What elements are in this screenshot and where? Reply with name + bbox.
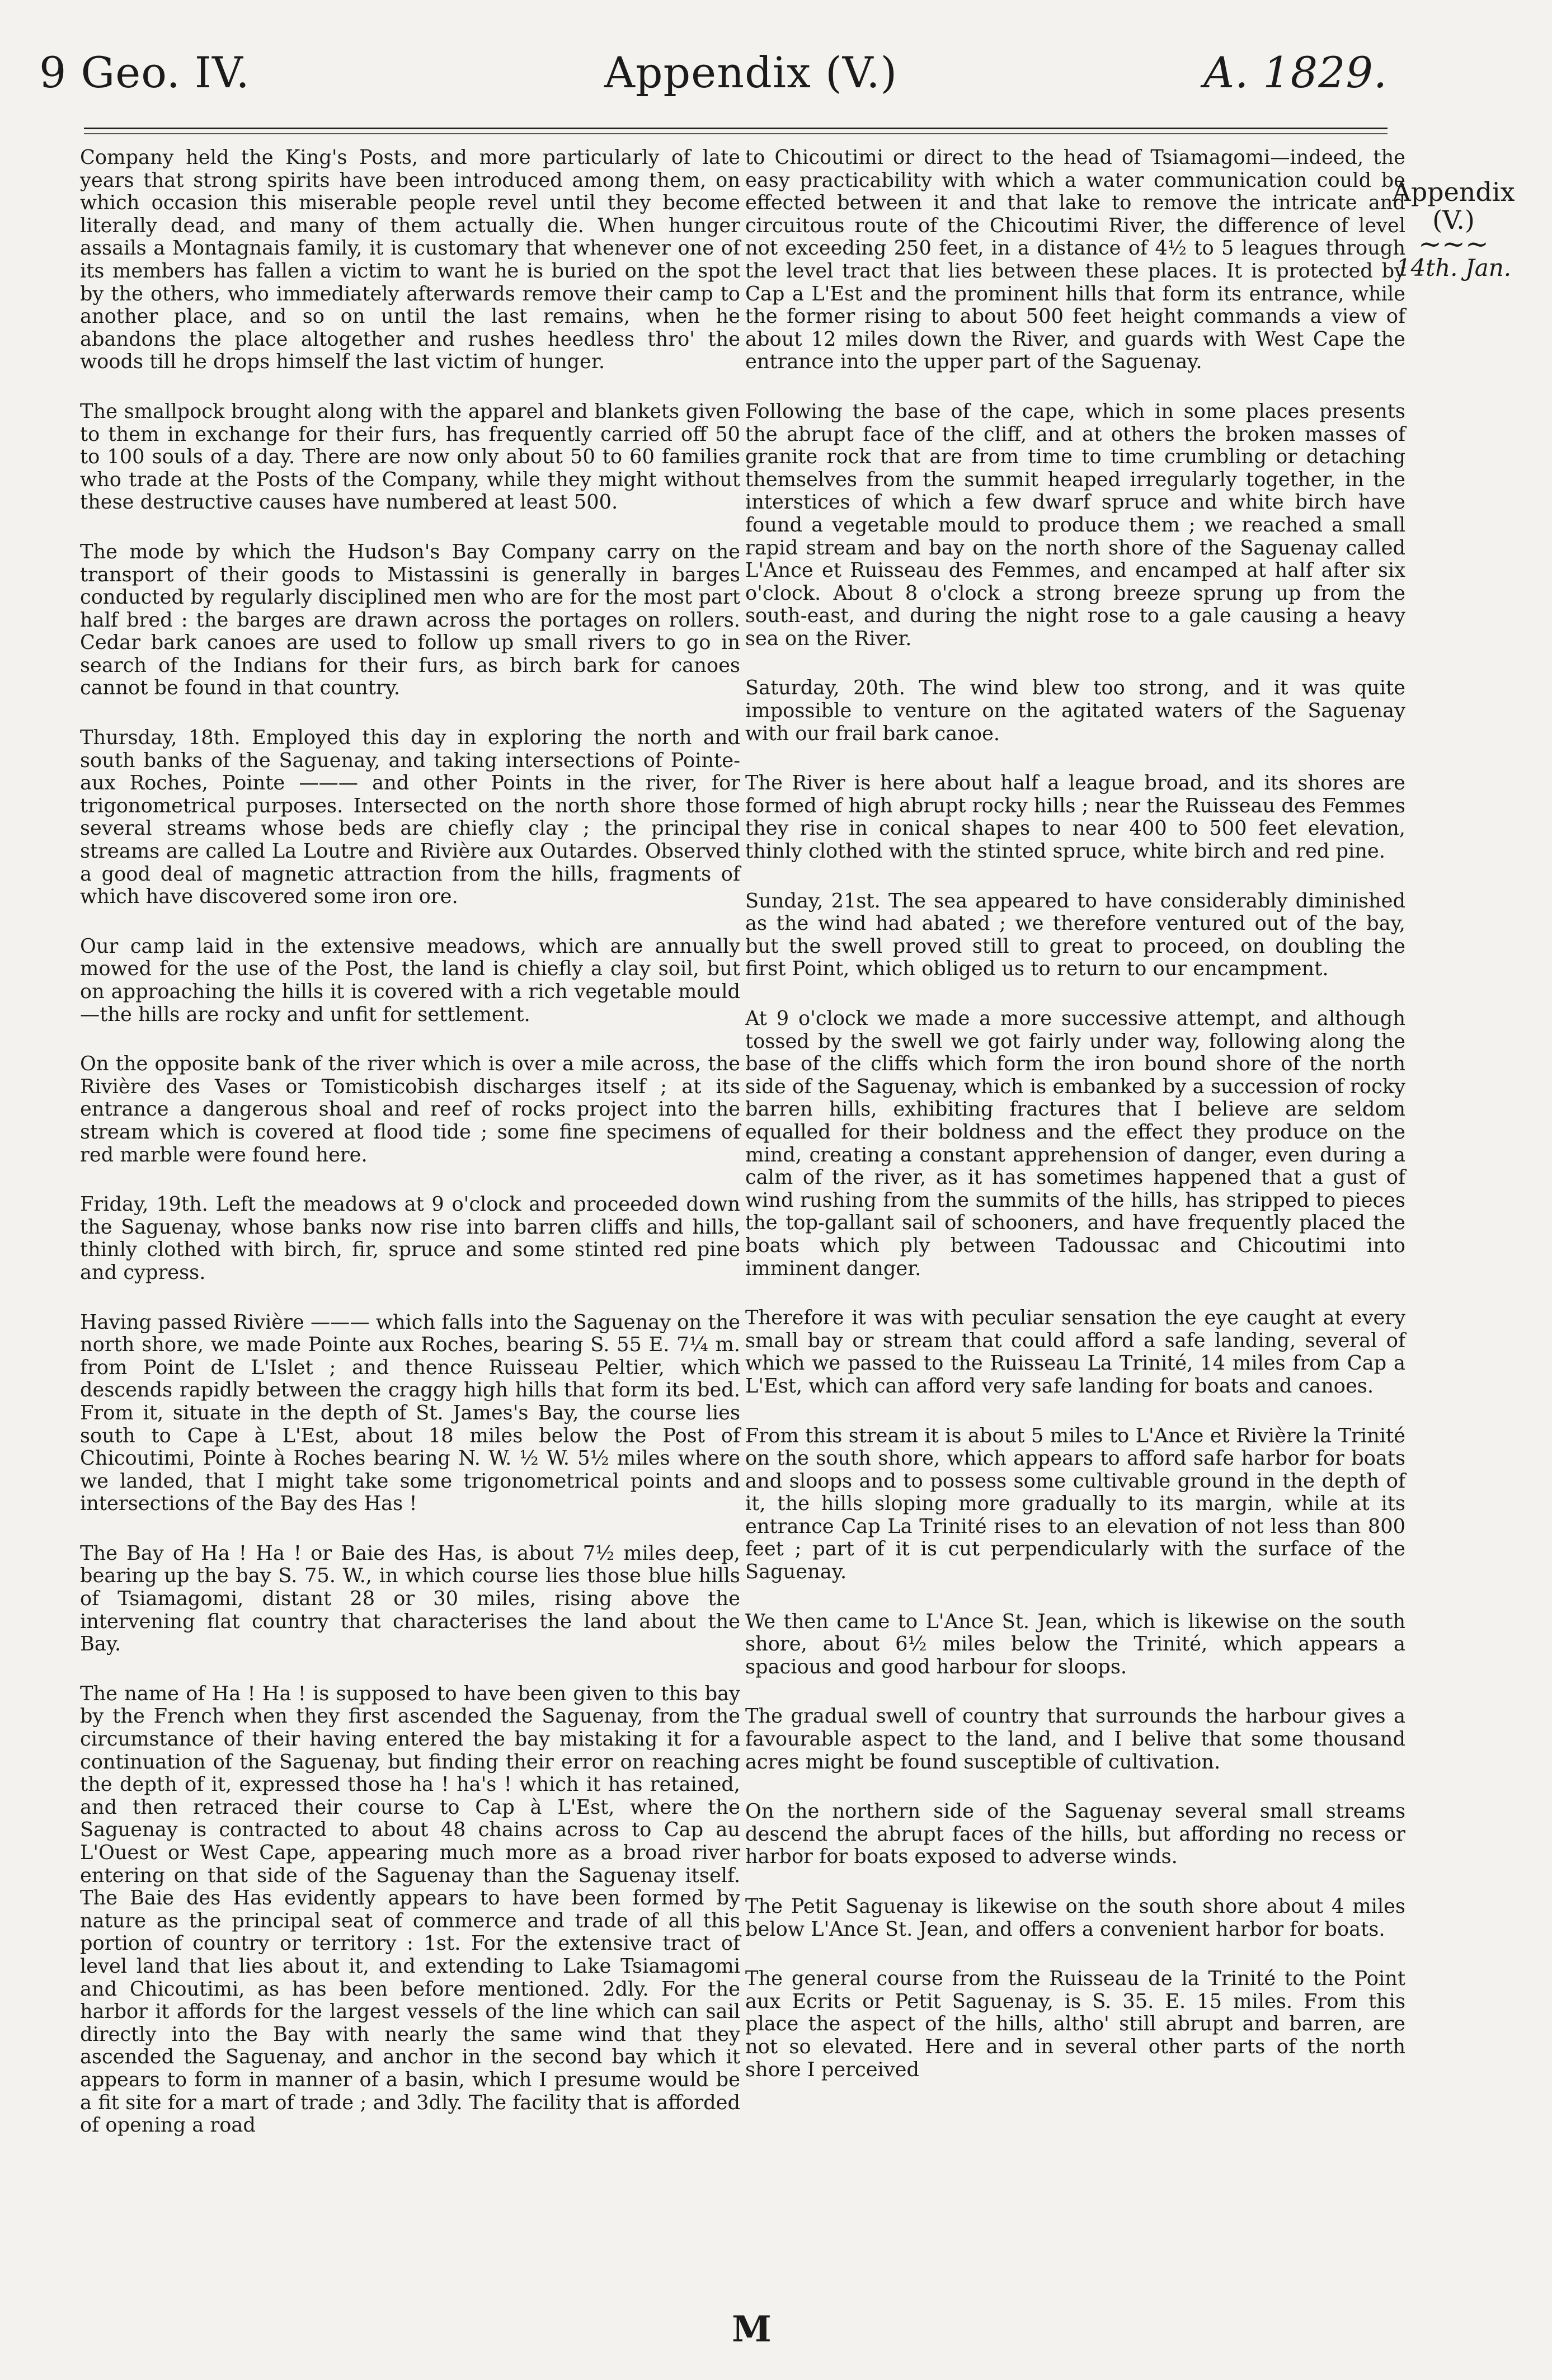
paragraph: Friday, 19th. Left the meadows at 9 o'clock and proceeded down the Saguenay, whose banks now rise into barren cliffs and hills, thinly clothed with birch, fir, spruce and some stinted red pine and cypress. [80,1193,740,1284]
paragraph: The Bay of Ha ! Ha ! or Baie des Has, is about 7½ miles deep, bearing up the bay S. 75. W., in which course lies those blue hills of Tsiamagomi, distant 28 or 30 miles, rising above the intervening flat country that characterises the land about the Bay. [80,1541,740,1656]
paragraph: The Petit Saguenay is likewise on the south shore about 4 miles below L'Ance St. Jean, and offers a convenient harbor for boats. [745,1895,1405,1941]
regnal-year: 9 Geo. IV. [39,48,250,97]
paragraph: We then came to L'Ance St. Jean, which is likewise on the south shore, about 6½ miles below the Trinité, which appears a spacious and good harbour for sloops. [745,1610,1405,1678]
header-rule-thin [84,133,1388,134]
paragraph: Following the base of the cape, which in some places presents the abrupt face of the cliff, and at others the broken masses of granite rock that are from time to time crumbling or detaching themselves from the summit heaped irregularly together, in the interstices of which a few dwarf spruce and white birch have found a vegetable mould to produce them ; we reached a small rapid stream and bay on the north shore of the Saguenay called L'Ance et Ruisseau des Femmes, and encamped at half after six o'clock. About 8 o'clock a strong breeze sprung up from the south-east, and during the night rose to a gale causing a heavy sea on the River. [745,399,1405,650]
paragraph: The River is here about half a league broad, and its shores are formed of high abrupt rocky hills ; near the Ruisseau des Femmes they rise in conical shapes to near 400 to 500 feet elevation, thinly clothed with the stinted spruce, white birch and red pine. [745,772,1405,863]
paragraph: Having passed Rivière ——— which falls into the Saguenay on the north shore, we made Pointe aux Roches, bearing S. 55 E. 7¼ m. from Point de L'Islet ; and thence Ruisseau Peltier, which descends rapidly between the craggy high hills that form its bed. From it, situate in the depth of St. James's Bay, the course lies south to Cape à L'Est, about 18 miles below the Post of Chicoutimi, Pointe à Roches bearing N. W. ½ W. 5½ miles where we landed, that I might take some trigonometrical points and intersections of the Bay des Has ! [80,1310,740,1516]
page-header [39,48,1388,104]
paragraph: On the opposite bank of the river which is over a mile across, the Rivière des Vases or Tomisticobish discharges itself ; at its entrance a dangerous shoal and reef of rocks project into the stream which is covered at flood tide ; some fine specimens of red marble were found here. [80,1052,740,1167]
page-title: Appendix (V.) [604,48,898,97]
paragraph: Our camp laid in the extensive meadows, which are annually mowed for the use of the Post, the land is chiefly a clay soil, but on approaching the hills it is covered with a rich vegetable mould —the hills are rocky and unfit for settlement. [80,934,740,1026]
paragraph: The general course from the Ruisseau de la Trinité to the Point aux Ecrits or Petit Saguenay, is S. 35. E. 15 miles. From this place the aspect of the hills, altho' still abrupt and barren, are not so elevated. Here and in several other parts of the north shore I perceived [745,1967,1405,2081]
paragraph: On the northern side of the Saguenay several small streams descend the abrupt faces of the hills, but affording no recess or harbor for boats exposed to adverse winds. [745,1800,1405,1869]
paragraph: The name of Ha ! Ha ! is supposed to have been given to this bay by the French when they first ascended the Saguenay, from the circumstance of their having entered the bay mistaking it for a continuation of the Saguenay, but finding their error on reaching the depth of it, expressed those ha ! ha's ! which it has retained, and then retraced their course to Cap à L'Est, where the Saguenay is contracted to about 48 chains across to Cap au L'Ouest or West Cape, appearing much more as a broad river entering on that side of the Saguenay than the Saguenay itself. The Baie des Has evidently appears to have been formed by nature as the principal seat of commerce and trade of all this portion of country or territory : 1st. For the extensive tract of level land that lies about it, and extending to Lake Tsiamagomi and Chicoutimi, as has been before mentioned. 2dly. For the harbor it affords for the largest vessels of the line which can sail directly into the Bay with nearly the same wind that they ascended the Saguenay, and anchor in the second bay which it appears to form in manner of a basin, which I presume would be a fit site for a mart of trade ; and 3dly. The facility that is afforded of opening a road [80,1682,740,2137]
right-column [745,147,1405,2108]
paragraph: From this stream it is about 5 miles to L'Ance et Rivière la Trinité on the south shore, which appears to afford safe harbor for boats and sloops and to possess some cultivable ground in the depth of it, the hills sloping more gradually to its margin, while at its entrance Cap La Trinité rises to an elevation of not less than 800 feet ; part of it is cut perpendicularly with the surface of the Saguenay. [745,1424,1405,1584]
margin-note-code: (V.) [1432,205,1475,235]
margin-note [1386,178,1521,282]
signature-mark: M [732,2308,772,2350]
paragraph: Sunday, 21st. The sea appeared to have considerably diminished as the wind had abated ; we therefore ventured out of the bay, but the swell proved still to great to proceed, on doubling the first Point, which obliged us to return to our encampment. [745,889,1405,981]
paragraph: The mode by which the Hudson's Bay Company carry on the transport of their goods to Mistassini is generally in barges conducted by regularly disciplined men who are for the most part half bred : the barges are drawn across the portages on rollers. Cedar bark canoes are used to follow up small rivers to go in search of the Indians for their furs, as birch bark for canoes cannot be found in that country. [80,540,740,700]
paragraph: to Chicoutimi or direct to the head of Tsiamagomi—indeed, the easy practicability with which a water communication could be effected between it and that lake to remove the intricate and circuitous route of the Chicoutimi River, the difference of level not exceeding 250 feet, in a distance of 4½ to 5 leagues through the level tract that lies between these places. It is protected by Cap a L'Est and the prominent hills that form its entrance, while the former rising to about 500 feet height commands a view of about 12 miles down the River, and guards with West Cape the entrance into the upper part of the Saguenay. [745,146,1405,374]
paragraph: Saturday, 20th. The wind blew too strong, and it was quite impossible to venture on the agitated waters of the Saguenay with our frail bark canoe. [745,676,1405,745]
paragraph: The smallpock brought along with the apparel and blankets given to them in exchange for their furs, has frequently carried off 50 to 100 souls of a day. There are now only about 50 to 60 families who trade at the Posts of the Company, while they might without these destructive causes have numbered at least 500. [80,399,740,514]
paragraph: The gradual swell of country that surrounds the harbour gives a favourable aspect to the land, and I belive that some thousand acres might be found susceptible of cultivation. [745,1705,1405,1774]
header-rule [84,128,1388,129]
flourish-ornament: ~~~ [1418,228,1489,260]
paragraph: Thursday, 18th. Employed this day in exploring the north and south banks of the Saguenay, and taking intersections of Pointe-aux Roches, Pointe ——— and other Points in the river, for trigonometrical purposes. Intersected on the north shore those several streams whose beds are chiefly clay ; the principal streams are called La Loutre and Rivière aux Outardes. Observed a good deal of magnetic attraction from the hills, fragments of which have discovered some iron ore. [80,726,740,909]
publication-year: A. 1829. [1203,48,1388,97]
paragraph: Therefore it was with peculiar sensation the eye caught at every small bay or stream that could afford a safe landing, several of which we passed to the Ruisseau La Trinité, 14 miles from Cap a L'Est, which can afford very safe landing for boats and canoes. [745,1306,1405,1398]
paragraph: Company held the King's Posts, and more particularly of late years that strong spirits have been introduced among them, on which occasion this miserable people revel until they become literally dead, and many of them actually die. When hunger assails a Montagnais family, it is customary that whenever one of its members has fallen a victim to want he is buried on the spot by the others, who immediately afterwards remove their camp to another place, and so on until the last remains, when he abandons the place altogether and rushes heedless thro' the woods till he drops himself the last victim of hunger. [80,146,740,374]
margin-note-date: 14th. Jan. [1395,254,1512,281]
left-column [80,147,740,2164]
margin-note-label: Appendix [1392,177,1515,207]
paragraph: At 9 o'clock we made a more successive attempt, and although tossed by the swell we got fairly under way, following along the base of the cliffs which form the iron bound shore of the north side of the Saguenay, which is embanked by a succession of rocky barren hills, exhibiting fractures that I believe are seldom equalled for their boldness and the effect they produce on the mind, creating a constant apprehension of danger, even during a calm of the river, as it has sometimes happened that a gust of wind rushing from the summits of the hills, has stripped to pieces the top-gallant sail of schooners, and have frequently placed the boats which ply between Tadoussac and Chicoutimi into imminent danger. [745,1007,1405,1280]
